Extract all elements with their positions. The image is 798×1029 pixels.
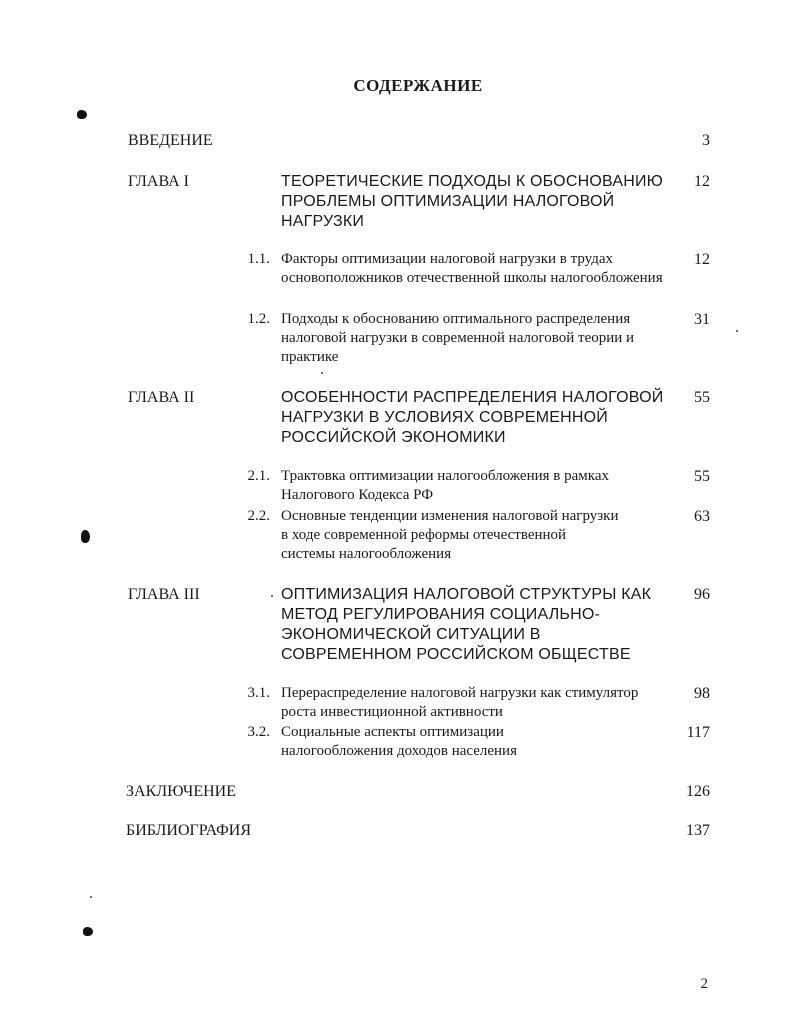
conclusion-label: ЗАКЛЮЧЕНИЕ <box>126 783 236 800</box>
section-2-1-number: 2.1. <box>247 468 270 484</box>
scan-dot <box>90 896 92 898</box>
chapter-2-label: ГЛАВА II <box>128 389 195 406</box>
chapter-1-page: 12 <box>694 173 710 190</box>
section-1-1-title: Факторы оптимизации налоговой нагрузки в трудах основоположников отечественной школы налогообложения <box>281 251 663 286</box>
intro-page: 3 <box>702 132 710 149</box>
chapter-3-label: ГЛАВА III <box>128 586 200 603</box>
scan-dot <box>736 330 738 332</box>
section-3-2-number: 3.2. <box>247 724 270 740</box>
chapter-3-title: ОПТИМИЗАЦИЯ НАЛОГОВОЙ СТРУКТУРЫ КАК МЕТОД РЕГУЛИРОВАНИЯ СОЦИАЛЬНО-ЭКОНОМИЧЕСКОЙ СИТУАЦИИ В СОВРЕМЕННОМ РОССИЙСКОМ ОБЩЕСТВЕ <box>281 586 652 663</box>
scan-speck <box>77 110 87 119</box>
scan-dot <box>321 372 323 374</box>
section-1-1-number: 1.1. <box>247 251 270 267</box>
section-1-2-number: 1.2. <box>247 311 270 327</box>
section-3-2-page: 117 <box>686 724 710 741</box>
page-number: 2 <box>700 976 708 992</box>
scan-speck <box>83 927 93 936</box>
bibliography-label: БИБЛИОГРАФИЯ <box>126 822 252 839</box>
intro-label: ВВЕДЕНИЕ <box>128 132 213 149</box>
section-2-2-page: 63 <box>694 508 710 525</box>
section-1-1-page: 12 <box>694 251 710 268</box>
conclusion-page: 126 <box>686 783 710 800</box>
chapter-1-label: ГЛАВА I <box>128 173 189 190</box>
chapter-3-page: 96 <box>694 586 710 603</box>
section-3-2-title: Социальные аспекты оптимизации налогообложения доходов населения <box>281 724 517 759</box>
section-2-1-page: 55 <box>694 468 710 485</box>
section-1-2-title: Подходы к обоснованию оптимального распределения налоговой нагрузки в современной налоговой теории и практике <box>281 311 635 365</box>
section-2-1-title: Трактовка оптимизации налогообложения в рамках Налогового Кодекса РФ <box>281 468 609 503</box>
section-1-2-page: 31 <box>694 311 710 328</box>
scan-dot <box>271 595 273 597</box>
chapter-1-title: ТЕОРЕТИЧЕСКИЕ ПОДХОДЫ К ОБОСНОВАНИЮ ПРОБЛЕМЫ ОПТИМИЗАЦИИ НАЛОГОВОЙ НАГРУЗКИ <box>281 173 664 230</box>
chapter-2-title: ОСОБЕННОСТИ РАСПРЕДЕЛЕНИЯ НАЛОГОВОЙ НАГРУЗКИ В УСЛОВИЯХ СОВРЕМЕННОЙ РОССИЙСКОЙ ЭКОНОМИКИ <box>281 389 664 446</box>
toc-title: СОДЕРЖАНИЕ <box>353 76 483 95</box>
section-2-2-title: Основные тенденции изменения налоговой нагрузки в ходе современной реформы отечественной системы налогообложения <box>281 508 619 562</box>
section-3-1-number: 3.1. <box>247 685 270 701</box>
bibliography-page: 137 <box>686 822 710 839</box>
section-3-1-page: 98 <box>694 685 710 702</box>
section-3-1-title: Перераспределение налоговой нагрузки как стимулятор роста инвестиционной активности <box>281 685 639 720</box>
chapter-2-page: 55 <box>694 389 710 406</box>
scan-speck <box>81 530 90 543</box>
section-2-2-number: 2.2. <box>247 508 270 524</box>
